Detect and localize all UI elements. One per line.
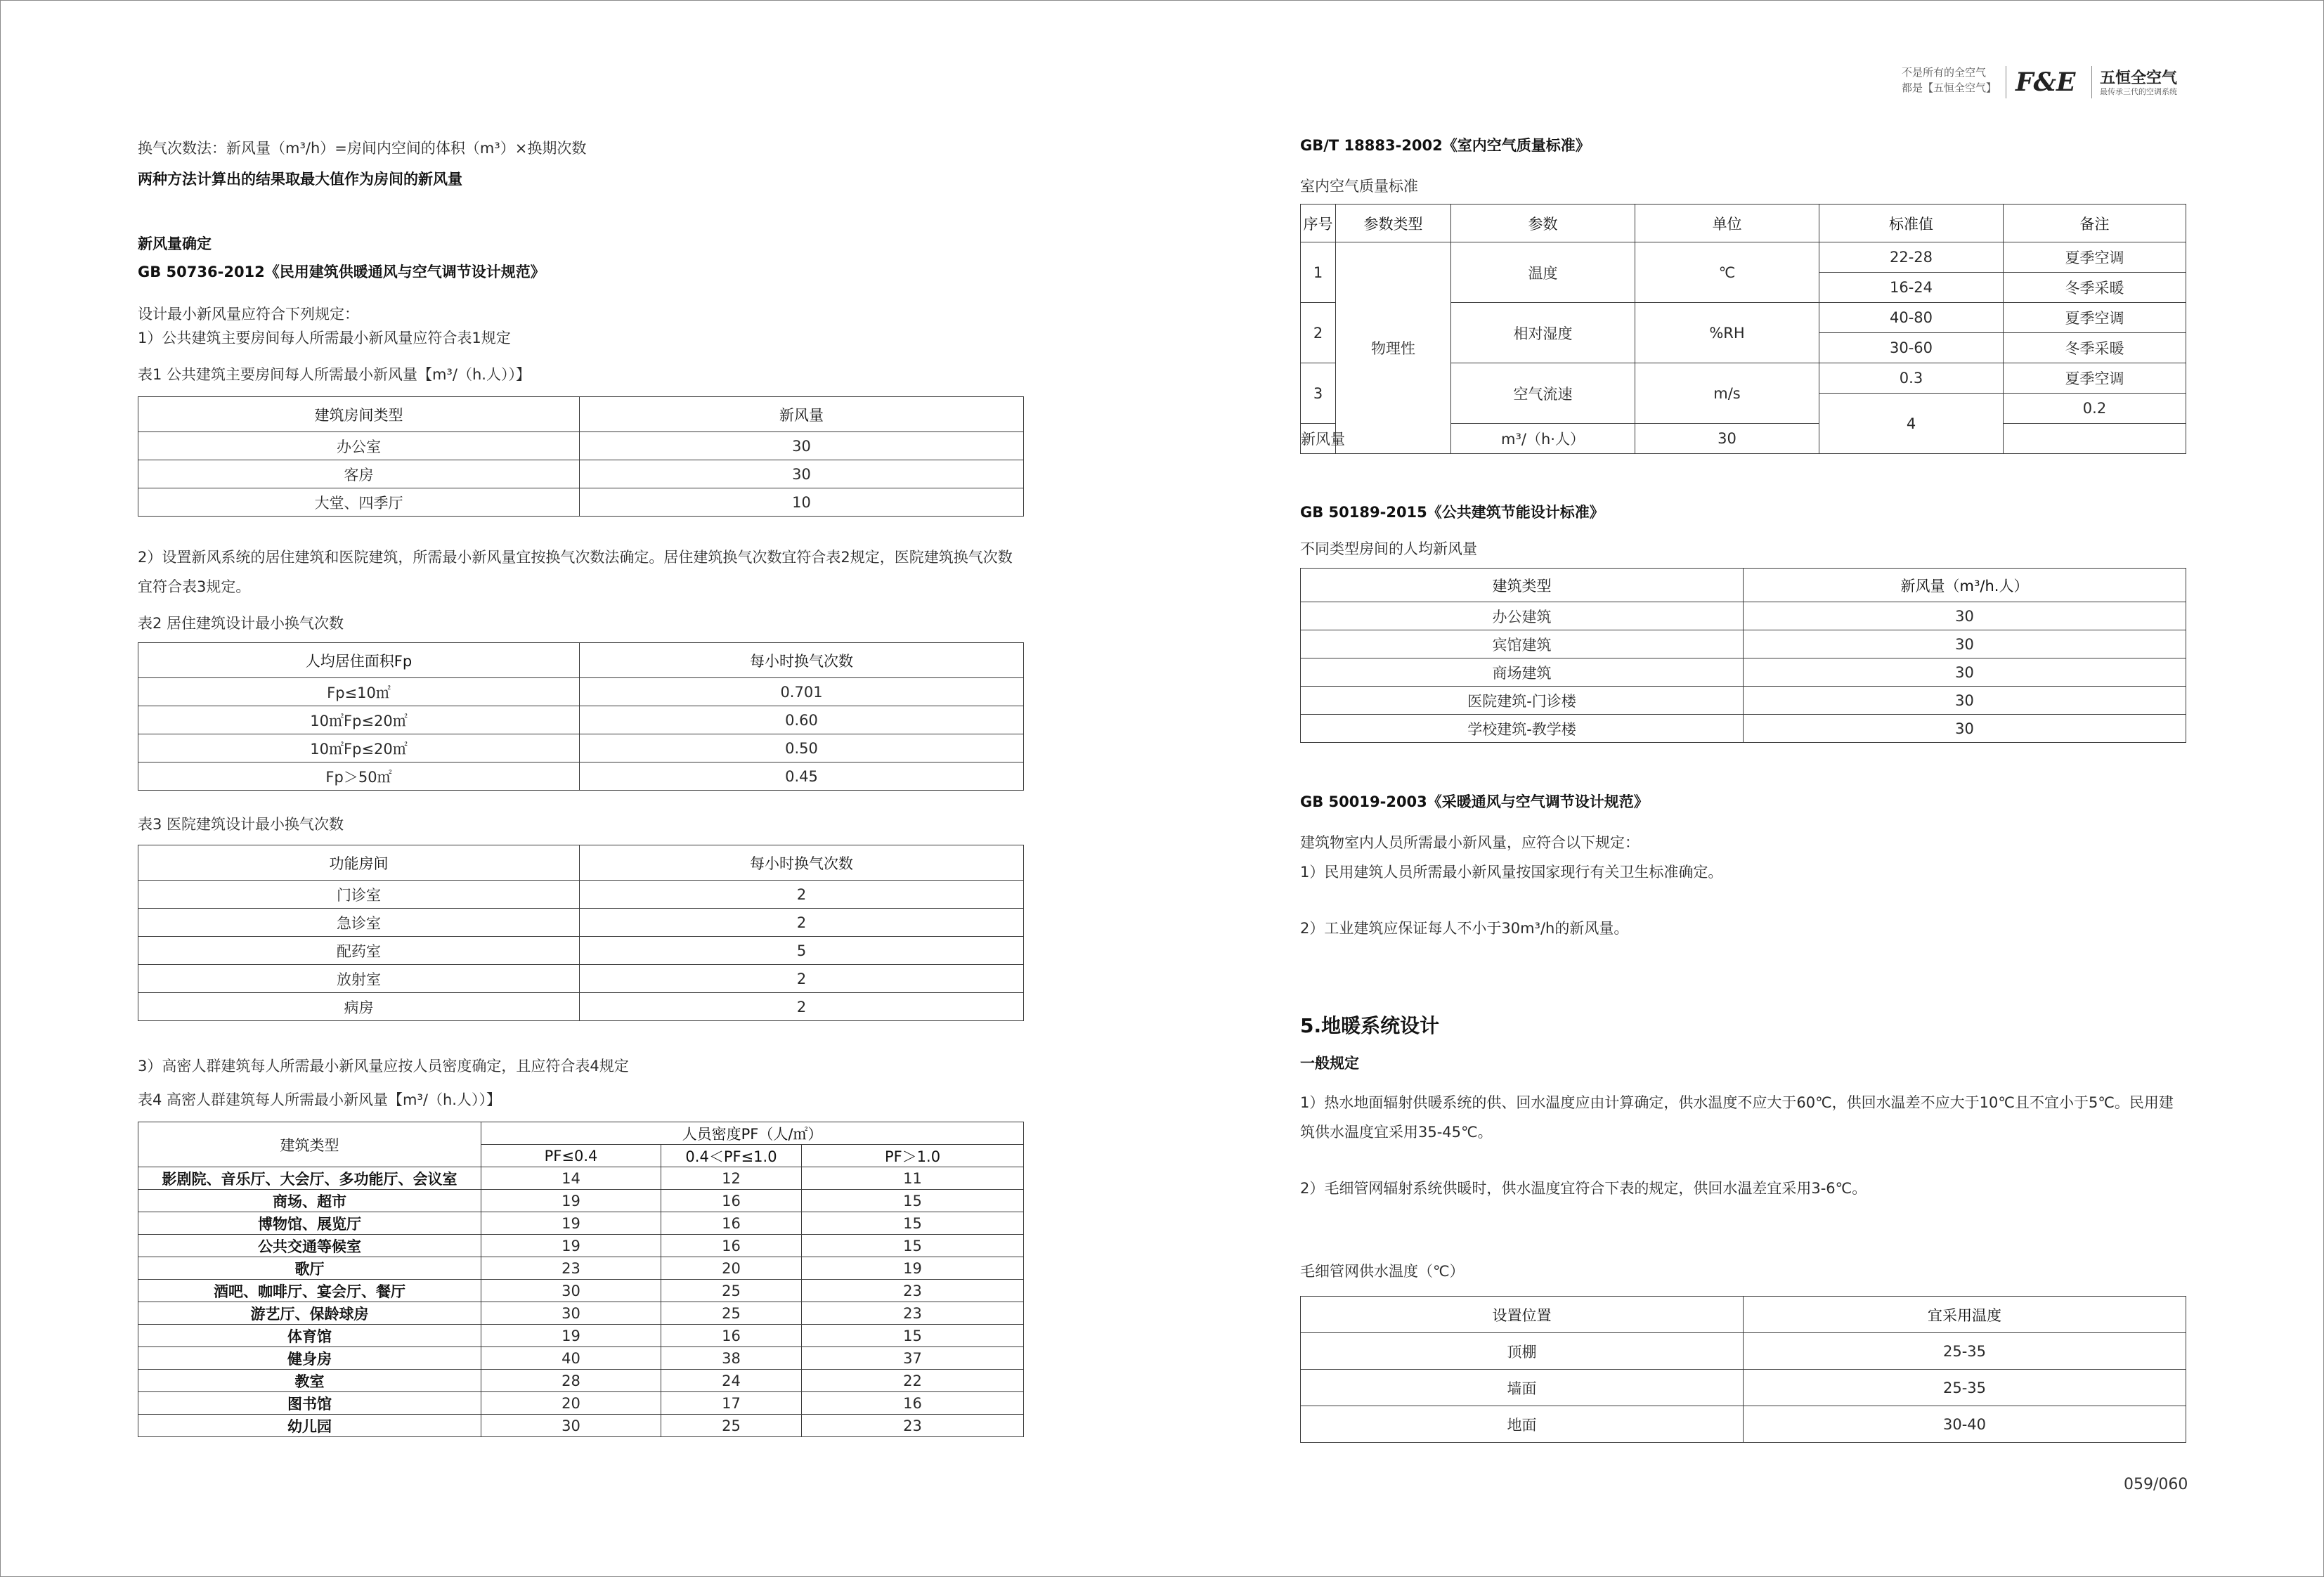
table-row — [138, 706, 1024, 734]
table-cell: 2 — [1301, 303, 1336, 363]
table-row — [138, 1190, 1024, 1212]
table-cell: 门诊室 — [138, 881, 580, 909]
table-cell: 37 — [802, 1347, 1024, 1370]
table-row — [138, 1370, 1024, 1392]
brand-logo — [1890, 62, 2200, 103]
table-cell: 宾馆建筑 — [1301, 630, 1744, 658]
table-cell: 2 — [580, 993, 1024, 1021]
table-header-row — [1301, 1297, 2186, 1333]
table-cell: 19 — [481, 1325, 661, 1347]
table-header-cell: 单位 — [1635, 205, 1819, 242]
table-cell: 16 — [661, 1212, 802, 1235]
table-cell: 夏季空调 — [2004, 303, 2186, 333]
table-cell: 25 — [661, 1280, 802, 1302]
table-cell: 16 — [661, 1190, 802, 1212]
table-cell: 影剧院、音乐厅、大会厅、多功能厅、会议室 — [138, 1167, 481, 1190]
table-cell: 空气流速 — [1451, 363, 1635, 424]
table-row — [138, 909, 1024, 937]
table-cell: 商场、超市 — [138, 1190, 481, 1212]
table-cell: 3 — [1301, 363, 1336, 424]
table4-caption: 表4 高密人群建筑每人所需最小新风量【m³/（h.人））】 — [138, 1091, 501, 1108]
table-cell: 学校建筑-教学楼 — [1301, 715, 1744, 743]
table-cell: 30 — [580, 460, 1024, 488]
table-cell: 25-35 — [1744, 1333, 2186, 1370]
table-row — [138, 460, 1024, 488]
table-cell: 30-60 — [1819, 333, 2004, 363]
table-cell: 25 — [661, 1415, 802, 1437]
table-cell: 办公建筑 — [1301, 602, 1744, 630]
table-cell: 1 — [1301, 242, 1336, 303]
table-header-cell: 新风量 — [580, 397, 1024, 432]
table-row — [138, 1347, 1024, 1370]
table-row — [138, 488, 1024, 517]
table-cell: 16-24 — [1819, 273, 2004, 303]
table-row — [138, 734, 1024, 762]
table-cell: 30 — [580, 432, 1024, 460]
table-row — [1301, 602, 2186, 630]
gb50019-intro: 建筑物室内人员所需最小新风量，应符合以下规定： — [1300, 834, 1640, 851]
table-row — [138, 1257, 1024, 1280]
table-cell — [2004, 424, 2186, 454]
table-cell: m/s — [1635, 363, 1819, 424]
table-cell: 23 — [802, 1280, 1024, 1302]
table-header-cell: 人员密度PF（人/㎡） — [481, 1122, 1024, 1145]
fresh-air-heading: 新风量确定 — [138, 235, 212, 252]
table-cell: 24 — [661, 1370, 802, 1392]
table-header-cell: 建筑房间类型 — [138, 397, 580, 432]
table-cell: 顶棚 — [1301, 1333, 1744, 1370]
table-header-cell: 0.4＜PF≤1.0 — [661, 1145, 802, 1167]
table-cell: 38 — [661, 1347, 802, 1370]
table-cell: 25-35 — [1744, 1370, 2186, 1406]
table-cell: 5 — [580, 937, 1024, 965]
table-cell: 酒吧、咖啡厅、宴会厅、餐厅 — [138, 1280, 481, 1302]
table-cell: Fp≤10㎡ — [138, 678, 580, 706]
logo-brand-sub: 最传承三代的空调系统 — [2100, 87, 2177, 96]
table-cell: 19 — [481, 1212, 661, 1235]
gb50189-title: GB 50189-2015《公共建筑节能设计标准》 — [1300, 504, 1604, 521]
table-cell: 40-80 — [1819, 303, 2004, 333]
table-row — [138, 1325, 1024, 1347]
table-cell: 14 — [481, 1167, 661, 1190]
capillary-table — [1300, 1296, 2186, 1443]
rule-2: 2）设置新风系统的居住建筑和医院建筑，所需最小新风量宜按换气次数法确定。居住建筑换气次数宜符合表2规定，医院建筑换气次数宜符合表3规定。 — [138, 549, 1013, 595]
table-cell: 23 — [481, 1257, 661, 1280]
table-cell: 10 — [580, 488, 1024, 517]
table-cell: 物理性 — [1336, 242, 1451, 454]
table-cell: 幼儿园 — [138, 1415, 481, 1437]
table-cell: 相对湿度 — [1451, 303, 1635, 363]
table-cell: 15 — [802, 1190, 1024, 1212]
table-cell: 10㎡Fp≤20㎡ — [138, 734, 580, 762]
table-cell: 15 — [802, 1212, 1024, 1235]
table-cell: 30 — [1744, 687, 2186, 715]
table-row — [1301, 1406, 2186, 1443]
table3 — [138, 845, 1024, 1021]
table-header-cell: 标准值 — [1819, 205, 2004, 242]
table-cell: 17 — [661, 1392, 802, 1415]
table-cell: 0.2 — [2004, 394, 2186, 424]
table-cell: 16 — [802, 1392, 1024, 1415]
table-cell: 教室 — [138, 1370, 481, 1392]
gb50736-title: GB 50736-2012《民用建筑供暖通风与空气调节设计规范》 — [138, 264, 545, 280]
floor-rule-1: 1）热水地面辐射供暖系统的供、回水温度应由计算确定，供水温度不应大于60℃，供回水温差不应大于10℃且不宜小于5℃。民用建筑供水温度宜采用35-45℃。 — [1300, 1094, 2174, 1141]
table-header-cell: 建筑类型 — [1301, 569, 1744, 602]
logo-tagline-2: 都是【五恒全空气】 — [1902, 82, 1997, 94]
table-cell: 30 — [1635, 424, 1819, 454]
table-cell: 30 — [1744, 715, 2186, 743]
table-cell: 地面 — [1301, 1406, 1744, 1443]
min-fresh-intro: 设计最小新风量应符合下列规定： — [138, 306, 359, 323]
table-row — [1301, 658, 2186, 687]
gb50019-rule-1: 1）民用建筑人员所需最小新风量按国家现行有关卫生标准确定。 — [1300, 864, 1723, 881]
table-cell: 30 — [481, 1280, 661, 1302]
table-cell: 19 — [481, 1235, 661, 1257]
table-row — [138, 937, 1024, 965]
table-row — [138, 432, 1024, 460]
table-cell: 0.3 — [1819, 363, 2004, 394]
logo-tagline-1: 不是所有的全空气 — [1902, 66, 1987, 79]
table-row — [1301, 242, 2186, 273]
max-value-note: 两种方法计算出的结果取最大值作为房间的新风量 — [138, 171, 462, 188]
table-cell: 2 — [580, 965, 1024, 993]
table-cell: 30 — [481, 1415, 661, 1437]
table-header-row — [138, 397, 1024, 432]
table-cell: 新风量 — [1301, 424, 1336, 454]
table-cell: 夏季空调 — [2004, 363, 2186, 394]
table-row — [1301, 1333, 2186, 1370]
table-cell: 公共交通等候室 — [138, 1235, 481, 1257]
table-cell: 15 — [802, 1235, 1024, 1257]
table-header-row — [138, 1122, 1024, 1145]
table-cell: 30-40 — [1744, 1406, 2186, 1443]
table-cell: 0.60 — [580, 706, 1024, 734]
table-row — [138, 1415, 1024, 1437]
table-row — [138, 1392, 1024, 1415]
table-cell: 大堂、四季厅 — [138, 488, 580, 517]
table-cell: 30 — [481, 1302, 661, 1325]
table-cell: ℃ — [1635, 242, 1819, 303]
table-cell: Fp＞50㎡ — [138, 762, 580, 791]
table-cell: 22 — [802, 1370, 1024, 1392]
table-cell: 游艺厅、保龄球房 — [138, 1302, 481, 1325]
table2-caption: 表2 居住建筑设计最小换气次数 — [138, 615, 344, 632]
gbt18883-title: GB/T 18883-2002《室内空气质量标准》 — [1300, 137, 1590, 154]
table-cell: 23 — [802, 1302, 1024, 1325]
table-header-row — [1301, 569, 2186, 602]
table-cell: 22-28 — [1819, 242, 2004, 273]
gb50019-title: GB 50019-2003《采暖通风与空气调节设计规范》 — [1300, 793, 1649, 810]
table-cell: 商场建筑 — [1301, 658, 1744, 687]
table1-caption: 表1 公共建筑主要房间每人所需最小新风量【m³/（h.人））】 — [138, 366, 531, 383]
table-cell: 30 — [1744, 658, 2186, 687]
table-row — [1301, 630, 2186, 658]
table-cell: 0.45 — [580, 762, 1024, 791]
table-cell: 歌厅 — [138, 1257, 481, 1280]
table-header-cell: 设置位置 — [1301, 1297, 1744, 1333]
rule-1: 1）公共建筑主要房间每人所需最小新风量应符合表1规定 — [138, 330, 511, 346]
logo-divider — [2091, 66, 2092, 98]
table-cell: 墙面 — [1301, 1370, 1744, 1406]
gb50019-rule-2: 2）工业建筑应保证每人不小于30m³/h的新风量。 — [1300, 920, 1629, 937]
table-cell: 2 — [580, 881, 1024, 909]
table-cell: 10㎡Fp≤20㎡ — [138, 706, 580, 734]
table-cell: 19 — [481, 1190, 661, 1212]
table-header-cell: 序号 — [1301, 205, 1336, 242]
table-row — [138, 1167, 1024, 1190]
table-header-row — [138, 845, 1024, 881]
iaq-caption: 室内空气质量标准 — [1300, 178, 1418, 195]
per-capita-caption: 不同类型房间的人均新风量 — [1300, 540, 1477, 557]
table-cell: %RH — [1635, 303, 1819, 363]
table-cell: 客房 — [138, 460, 580, 488]
table-cell: 12 — [661, 1167, 802, 1190]
table-cell: 冬季采暖 — [2004, 273, 2186, 303]
table-cell: m³/（h·人） — [1451, 424, 1635, 454]
table-header-cell: 宜采用温度 — [1744, 1297, 2186, 1333]
table-cell: 23 — [802, 1415, 1024, 1437]
table-cell: 办公室 — [138, 432, 580, 460]
table-cell: 20 — [661, 1257, 802, 1280]
table-cell: 16 — [661, 1235, 802, 1257]
iaq-table — [1300, 204, 2186, 454]
table-cell: 15 — [802, 1325, 1024, 1347]
table-cell: 冬季采暖 — [2004, 333, 2186, 363]
table-cell: 25 — [661, 1302, 802, 1325]
table-cell: 放射室 — [138, 965, 580, 993]
table-row — [1301, 715, 2186, 743]
table1 — [138, 396, 1024, 517]
table-row — [138, 881, 1024, 909]
table-cell: 4 — [1819, 394, 2004, 454]
table-cell: 40 — [481, 1347, 661, 1370]
table-cell: 图书馆 — [138, 1392, 481, 1415]
table-cell: 温度 — [1451, 242, 1635, 303]
table-row — [138, 678, 1024, 706]
table-row — [138, 1302, 1024, 1325]
table-cell: 急诊室 — [138, 909, 580, 937]
table-header-cell: 人均居住面积Fp — [138, 643, 580, 678]
table-cell: 11 — [802, 1167, 1024, 1190]
table-header-cell: 每小时换气次数 — [580, 643, 1024, 678]
table-header-row — [138, 643, 1024, 678]
table-cell: 0.50 — [580, 734, 1024, 762]
table-header-cell: PF≤0.4 — [481, 1145, 661, 1167]
logo-brand-name: 五恒全空气 — [2100, 70, 2178, 87]
table-cell: 2 — [580, 909, 1024, 937]
table-cell: 30 — [1744, 602, 2186, 630]
table-row — [1301, 687, 2186, 715]
table-cell: 配药室 — [138, 937, 580, 965]
per-capita-table — [1300, 568, 2186, 743]
table-header-cell: 每小时换气次数 — [580, 845, 1024, 881]
table-row — [138, 1212, 1024, 1235]
table-cell: 博物馆、展览厅 — [138, 1212, 481, 1235]
table-cell: 体育馆 — [138, 1325, 481, 1347]
table-cell: 28 — [481, 1370, 661, 1392]
logo-tagline — [1902, 65, 1997, 96]
table-header-cell: 新风量（m³/h.人） — [1744, 569, 2186, 602]
table-header-cell: 功能房间 — [138, 845, 580, 881]
table-cell: 病房 — [138, 993, 580, 1021]
table-cell: 20 — [481, 1392, 661, 1415]
rule-3: 3）高密人群建筑每人所需最小新风量应按人员密度确定，且应符合表4规定 — [138, 1058, 629, 1075]
table-row — [138, 762, 1024, 791]
table-header-row — [1301, 205, 2186, 242]
table-header-cell: 建筑类型 — [138, 1122, 481, 1167]
table-header-cell: 参数类型 — [1336, 205, 1451, 242]
table-row — [138, 1235, 1024, 1257]
table2 — [138, 642, 1024, 791]
air-change-formula: 换气次数法：新风量（m³/h）=房间内空间的体积（m³）×换期次数 — [138, 140, 587, 157]
table4 — [138, 1122, 1024, 1437]
logo-mark: F&E — [2015, 67, 2076, 97]
table-cell: 30 — [1744, 630, 2186, 658]
page-number: 059/060 — [2124, 1476, 2188, 1493]
floor-rule-2: 2）毛细管网辐射系统供暖时，供水温度宜符合下表的规定，供回水温差宜采用3-6℃。 — [1300, 1180, 1867, 1197]
table-header-cell: 备注 — [2004, 205, 2186, 242]
table-row — [138, 993, 1024, 1021]
table-cell: 健身房 — [138, 1347, 481, 1370]
table-cell: 19 — [802, 1257, 1024, 1280]
table-cell: 医院建筑-门诊楼 — [1301, 687, 1744, 715]
table-header-cell: 参数 — [1451, 205, 1635, 242]
table-row — [138, 965, 1024, 993]
table-row — [1301, 1370, 2186, 1406]
table-cell: 0.701 — [580, 678, 1024, 706]
table-cell: 夏季空调 — [2004, 242, 2186, 273]
table-cell: 16 — [661, 1325, 802, 1347]
table3-caption: 表3 医院建筑设计最小换气次数 — [138, 816, 344, 833]
capillary-caption: 毛细管网供水温度（℃） — [1300, 1263, 1465, 1280]
table-header-cell: PF＞1.0 — [802, 1145, 1024, 1167]
table-row — [138, 1280, 1024, 1302]
general-heading: 一般规定 — [1300, 1055, 1359, 1072]
section5-title: 5.地暖系统设计 — [1300, 1014, 1440, 1037]
